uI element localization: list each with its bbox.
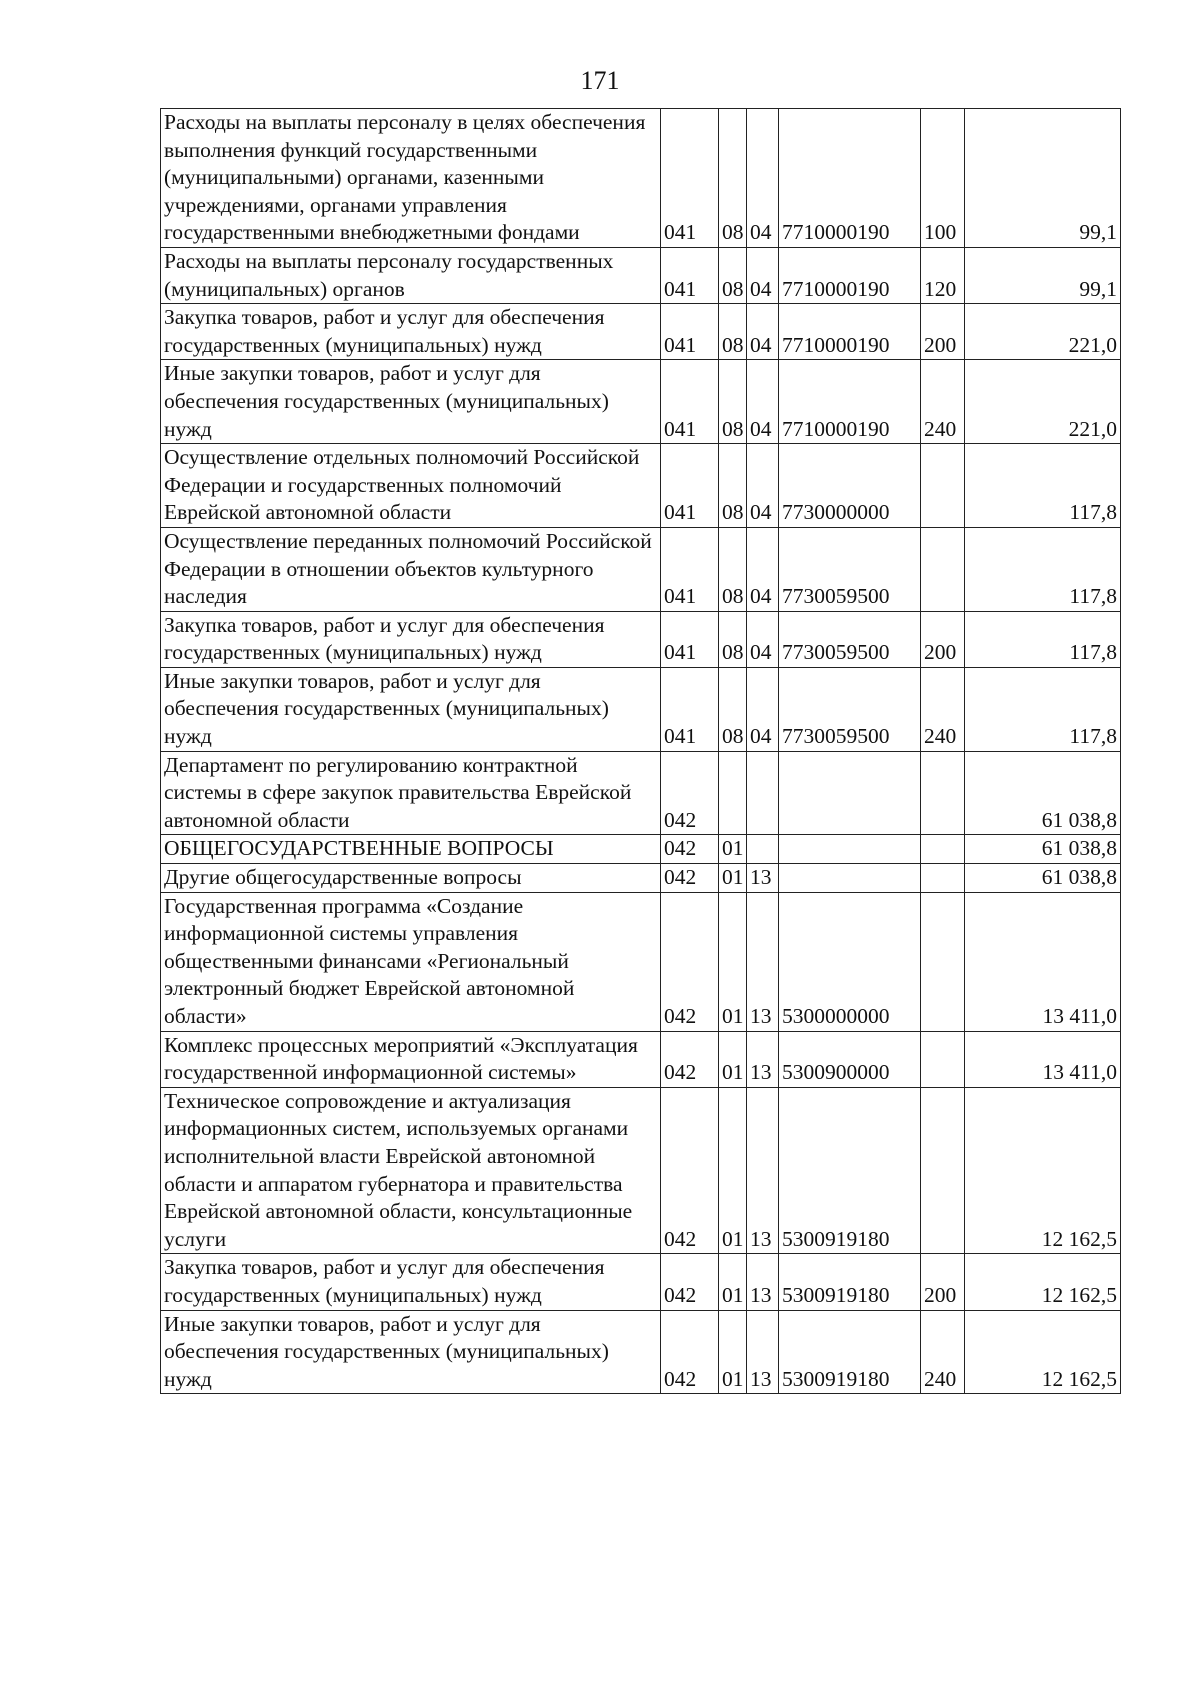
row-csr: 5300000000: [779, 892, 921, 1031]
row-podrazdel: 04: [747, 109, 779, 248]
table-row: [161, 527, 1121, 611]
row-name: Закупка товаров, работ и услуг для обеспечения государственных (муниципальных) нужд: [161, 304, 661, 360]
row-csr: 7710000190: [779, 109, 921, 248]
row-razdel: 01: [719, 892, 747, 1031]
row-vr: 120: [921, 247, 965, 303]
row-razdel: 01: [719, 835, 747, 864]
row-podrazdel: 04: [747, 360, 779, 444]
row-podrazdel: 04: [747, 247, 779, 303]
row-csr: 7730059500: [779, 527, 921, 611]
row-vedom: 042: [661, 1087, 719, 1254]
row-sum: 13 411,0: [965, 892, 1121, 1031]
row-sum: 99,1: [965, 109, 1121, 248]
row-sum: 221,0: [965, 304, 1121, 360]
row-vedom: 042: [661, 1310, 719, 1394]
table-row: [161, 751, 1121, 835]
row-sum: 117,8: [965, 444, 1121, 528]
row-vedom: 042: [661, 1031, 719, 1087]
row-podrazdel: 04: [747, 667, 779, 751]
row-vr: 240: [921, 360, 965, 444]
table-row: [161, 109, 1121, 248]
row-csr: [779, 751, 921, 835]
row-name: Другие общегосударственные вопросы: [161, 864, 661, 893]
row-vedom: 041: [661, 304, 719, 360]
row-razdel: 08: [719, 360, 747, 444]
row-name: ОБЩЕГОСУДАРСТВЕННЫЕ ВОПРОСЫ: [161, 835, 661, 864]
table-row: [161, 1254, 1121, 1310]
table-row: [161, 835, 1121, 864]
row-name: Осуществление переданных полномочий Российской Федерации в отношении объектов культурного наследия: [161, 527, 661, 611]
row-vr: 240: [921, 667, 965, 751]
row-csr: [779, 835, 921, 864]
row-razdel: 01: [719, 864, 747, 893]
row-vr: [921, 751, 965, 835]
row-razdel: 01: [719, 1087, 747, 1254]
row-name: Департамент по регулированию контрактной системы в сфере закупок правительства Еврейской автономной области: [161, 751, 661, 835]
row-vedom: 042: [661, 751, 719, 835]
row-name: Закупка товаров, работ и услуг для обеспечения государственных (муниципальных) нужд: [161, 1254, 661, 1310]
row-vedom: 042: [661, 864, 719, 893]
row-sum: 13 411,0: [965, 1031, 1121, 1087]
row-podrazdel: 13: [747, 892, 779, 1031]
row-sum: 117,8: [965, 611, 1121, 667]
table-row: [161, 444, 1121, 528]
table-row: [161, 892, 1121, 1031]
row-vr: [921, 1031, 965, 1087]
table-row: [161, 360, 1121, 444]
row-podrazdel: 13: [747, 1310, 779, 1394]
row-name: Расходы на выплаты персоналу государственных (муниципальных) органов: [161, 247, 661, 303]
row-vedom: 041: [661, 611, 719, 667]
row-vr: [921, 892, 965, 1031]
table-row: [161, 1087, 1121, 1254]
row-vr: [921, 864, 965, 893]
row-razdel: 08: [719, 667, 747, 751]
row-vr: 200: [921, 304, 965, 360]
row-razdel: [719, 751, 747, 835]
row-vedom: 042: [661, 835, 719, 864]
row-csr: 7710000190: [779, 360, 921, 444]
row-razdel: 08: [719, 304, 747, 360]
row-vedom: 041: [661, 444, 719, 528]
row-csr: 5300919180: [779, 1254, 921, 1310]
row-csr: [779, 864, 921, 893]
row-vedom: 042: [661, 1254, 719, 1310]
row-razdel: 08: [719, 611, 747, 667]
row-sum: 61 038,8: [965, 835, 1121, 864]
row-name: Осуществление отдельных полномочий Российской Федерации и государственных полномочий Еврейской автономной области: [161, 444, 661, 528]
row-sum: 61 038,8: [965, 864, 1121, 893]
row-podrazdel: 13: [747, 1087, 779, 1254]
row-sum: 61 038,8: [965, 751, 1121, 835]
row-podrazdel: 13: [747, 1254, 779, 1310]
row-vedom: 041: [661, 667, 719, 751]
row-razdel: 01: [719, 1031, 747, 1087]
row-name: Закупка товаров, работ и услуг для обеспечения государственных (муниципальных) нужд: [161, 611, 661, 667]
row-name: Иные закупки товаров, работ и услуг для обеспечения государственных (муниципальных) нужд: [161, 667, 661, 751]
row-name: Иные закупки товаров, работ и услуг для обеспечения государственных (муниципальных) нужд: [161, 360, 661, 444]
row-sum: 117,8: [965, 667, 1121, 751]
row-csr: 5300900000: [779, 1031, 921, 1087]
row-podrazdel: [747, 835, 779, 864]
row-vr: [921, 835, 965, 864]
row-podrazdel: 04: [747, 611, 779, 667]
row-name: Государственная программа «Создание информационной системы управления общественными финансами «Региональный электронный бюджет Еврейской автономной области»: [161, 892, 661, 1031]
row-podrazdel: [747, 751, 779, 835]
row-sum: 117,8: [965, 527, 1121, 611]
row-podrazdel: 13: [747, 1031, 779, 1087]
row-razdel: 08: [719, 109, 747, 248]
row-name: Расходы на выплаты персоналу в целях обеспечения выполнения функций государственными (муниципальными) органами, казенными учреждениями, органами управления государственными внебюджетными фондами: [161, 109, 661, 248]
row-csr: 7730059500: [779, 667, 921, 751]
row-vr: [921, 1087, 965, 1254]
budget-table: [160, 108, 1121, 1394]
row-sum: 99,1: [965, 247, 1121, 303]
row-name: Техническое сопровождение и актуализация информационных систем, используемых органами исполнительной власти Еврейской автономной области и аппаратом губернатора и правительства Еврейской автономной области, консультационные услуги: [161, 1087, 661, 1254]
row-vedom: 041: [661, 360, 719, 444]
row-sum: 221,0: [965, 360, 1121, 444]
row-razdel: 08: [719, 444, 747, 528]
table-row: [161, 667, 1121, 751]
row-podrazdel: 04: [747, 304, 779, 360]
row-razdel: 01: [719, 1254, 747, 1310]
table-row: [161, 1310, 1121, 1394]
row-podrazdel: 13: [747, 864, 779, 893]
row-vr: [921, 444, 965, 528]
row-vedom: 041: [661, 109, 719, 248]
row-sum: 12 162,5: [965, 1087, 1121, 1254]
row-podrazdel: 04: [747, 444, 779, 528]
row-razdel: 01: [719, 1310, 747, 1394]
row-csr: 5300919180: [779, 1087, 921, 1254]
row-name: Иные закупки товаров, работ и услуг для обеспечения государственных (муниципальных) нужд: [161, 1310, 661, 1394]
table-row: [161, 247, 1121, 303]
row-podrazdel: 04: [747, 527, 779, 611]
row-vedom: 041: [661, 247, 719, 303]
budget-table-body: [161, 109, 1121, 1394]
page-number: 171: [580, 66, 620, 95]
table-row: [161, 304, 1121, 360]
row-vr: 240: [921, 1310, 965, 1394]
row-vr: 200: [921, 1254, 965, 1310]
row-vr: [921, 527, 965, 611]
row-razdel: 08: [719, 527, 747, 611]
table-row: [161, 1031, 1121, 1087]
row-sum: 12 162,5: [965, 1254, 1121, 1310]
row-sum: 12 162,5: [965, 1310, 1121, 1394]
row-vedom: 041: [661, 527, 719, 611]
table-row: [161, 864, 1121, 893]
row-name: Комплекс процессных мероприятий «Эксплуатация государственной информационной системы»: [161, 1031, 661, 1087]
row-csr: 7730000000: [779, 444, 921, 528]
row-razdel: 08: [719, 247, 747, 303]
row-csr: 7730059500: [779, 611, 921, 667]
table-row: [161, 611, 1121, 667]
row-csr: 7710000190: [779, 247, 921, 303]
row-vr: 100: [921, 109, 965, 248]
row-vedom: 042: [661, 892, 719, 1031]
row-csr: 7710000190: [779, 304, 921, 360]
row-csr: 5300919180: [779, 1310, 921, 1394]
row-vr: 200: [921, 611, 965, 667]
